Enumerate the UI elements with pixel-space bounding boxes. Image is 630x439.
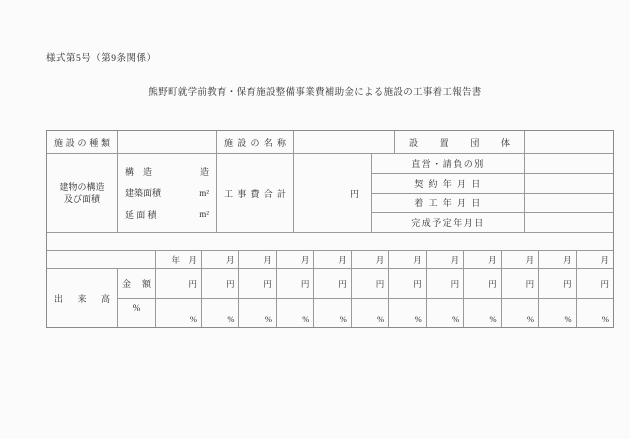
amount-cell: 円 [539, 269, 576, 298]
amount-cell: 円 [277, 269, 314, 298]
structure-row [125, 165, 209, 178]
percent-cell: % [314, 299, 351, 327]
month-cell: 月 [239, 251, 276, 268]
month-cell: 年 月 [156, 251, 202, 268]
month-cell: 月 [600, 254, 609, 265]
contract-date-label: 契 約 年 月 日 [372, 174, 525, 193]
percent-cell: % [202, 299, 239, 327]
structure-unit: 造 [199, 167, 209, 178]
construction-cost-label: 工 事 費 合 計 [224, 188, 286, 199]
start-date-label: 着 工 年 月 日 [372, 194, 525, 213]
percent-cells [156, 299, 613, 327]
month-cell: 月 [427, 251, 464, 268]
progress-rows [118, 269, 613, 327]
month-cell: 月 [277, 251, 314, 268]
percent-cell: % [427, 299, 464, 327]
building-area-row [125, 186, 209, 199]
structure-detail-cell [118, 154, 217, 232]
month-cell: 月 [389, 251, 426, 268]
amount-cell: 円 [389, 269, 426, 298]
construction-cost-value-cell [294, 154, 372, 232]
month-cell: 月 [352, 251, 389, 268]
amount-cell: 円 [464, 269, 501, 298]
form-title: 熊野町就学前教育・保育施設整備事業費補助金による施設の工事着工報告書 [148, 88, 482, 98]
percent-cell: % [601, 314, 609, 324]
amount-cell: 円 [600, 278, 609, 289]
month-cell: 月 [202, 251, 239, 268]
yen-unit: 円 [349, 188, 359, 199]
contract-type-row [372, 154, 613, 174]
facility-name-label: 施 設 の 名 称 [224, 137, 286, 148]
completion-date-row [372, 213, 613, 232]
building-band [47, 154, 613, 233]
percent-cell: % [389, 299, 426, 327]
contract-type-value [525, 154, 613, 173]
facility-name-label-cell [217, 131, 294, 153]
building-area-unit: m² [199, 187, 209, 198]
percent-cell: % [277, 299, 314, 327]
amount-cell: 円 [352, 269, 389, 298]
report-form-table [46, 130, 614, 328]
facility-type-value-cell [118, 131, 217, 153]
installer-label: 設 置 団 体 [409, 137, 510, 148]
amount-cells [156, 269, 613, 298]
percent-cell: % [502, 299, 539, 327]
construction-dates-cell [372, 154, 613, 232]
building-area-label: 建築面積 [125, 188, 162, 199]
construction-cost-label-cell [217, 154, 294, 232]
month-cell: 月 [539, 251, 576, 268]
contract-date-value [525, 174, 613, 193]
installer-label-cell [395, 131, 525, 153]
percent-cell: % [464, 299, 501, 327]
amount-cell: 円 [202, 269, 239, 298]
progress-band [47, 269, 613, 327]
floor-area-unit: m² [199, 209, 209, 220]
building-structure-group-cell [47, 154, 118, 232]
percent-label-cell [118, 299, 156, 327]
structure-label: 構 造 [125, 167, 153, 178]
installer-value-cell [525, 131, 613, 153]
amount-label: 金 額 [122, 279, 151, 289]
progress-label-cell [47, 269, 118, 327]
amount-cell: 円 [239, 269, 276, 298]
amount-row [118, 269, 613, 299]
completion-date-value [525, 213, 613, 232]
facility-name-value-cell [294, 131, 395, 153]
month-header-row [47, 251, 613, 269]
percent-cell: % [156, 299, 202, 327]
month-cell: 月 [314, 251, 351, 268]
form-number: 様式第5号（第9条関係） [46, 54, 157, 64]
amount-cell: 円 [427, 269, 464, 298]
percent-row [118, 299, 613, 327]
month-cell: 月 [502, 251, 539, 268]
amount-cell: 円 [314, 269, 351, 298]
percent-label: % [132, 303, 141, 313]
building-group-label-1: 建物の構造 [59, 181, 105, 192]
month-cells [156, 251, 613, 268]
percent-cell: % [239, 299, 276, 327]
amount-cell: 円 [502, 269, 539, 298]
amount-label-cell [118, 269, 156, 298]
contract-type-label: 直営・請負の別 [372, 154, 525, 173]
facility-type-label-cell [47, 131, 118, 153]
month-cell: 月 [464, 251, 501, 268]
spacer-row [47, 233, 613, 251]
amount-cell: 円 [156, 269, 202, 298]
month-header-lead-cell [47, 251, 156, 268]
percent-cell: % [539, 299, 576, 327]
completion-date-label: 完成予定年月日 [372, 213, 525, 232]
floor-area-label: 延 面 積 [125, 209, 157, 220]
start-date-row [372, 194, 613, 214]
progress-label: 出 来 高 [54, 293, 110, 304]
floor-area-row [125, 208, 209, 221]
percent-cell: % [352, 299, 389, 327]
facility-row [47, 131, 613, 154]
building-group-label-2: 及び面積 [63, 194, 100, 204]
start-date-value [525, 194, 613, 213]
contract-date-row [372, 174, 613, 194]
facility-type-label: 施 設 の 種 類 [54, 137, 110, 148]
